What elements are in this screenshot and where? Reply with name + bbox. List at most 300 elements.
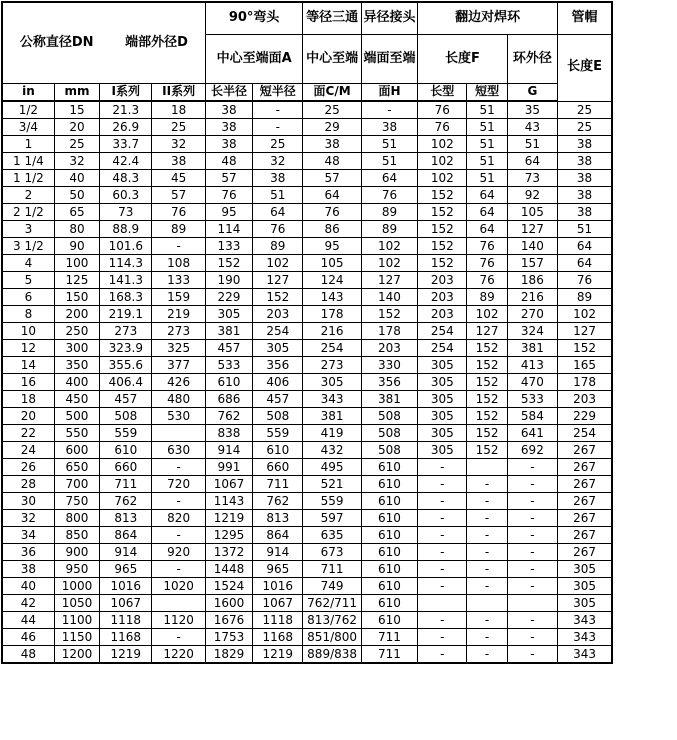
table-cell: 1016 <box>100 578 152 595</box>
table-cell: 641 <box>507 425 557 442</box>
table-cell: 1295 <box>205 527 252 544</box>
table-cell: 26.9 <box>100 119 152 136</box>
table-cell: 1118 <box>100 612 152 629</box>
table-cell: 38 <box>361 119 417 136</box>
table-cell: 102 <box>418 153 467 170</box>
table-cell: 305 <box>418 442 467 459</box>
table-cell: 216 <box>303 323 361 340</box>
table-cell: 419 <box>303 425 361 442</box>
table-cell: 711 <box>361 646 417 664</box>
table-cell: - <box>152 493 205 510</box>
table-cell: 48 <box>205 153 252 170</box>
table-cell: 1448 <box>205 561 252 578</box>
table-cell: 50 <box>54 187 99 204</box>
table-cell: 610 <box>361 527 417 544</box>
table-cell: 267 <box>558 527 612 544</box>
table-cell: 350 <box>54 357 99 374</box>
table-cell: 42.4 <box>100 153 152 170</box>
table-cell: 1143 <box>205 493 252 510</box>
table-cell: 711 <box>303 561 361 578</box>
table-cell: 64 <box>507 153 557 170</box>
header-group-row <box>2 2 612 35</box>
table-cell: 102 <box>558 306 612 323</box>
table-cell: 343 <box>558 612 612 629</box>
table-cell: 1 1/4 <box>2 153 54 170</box>
table-row <box>2 255 612 272</box>
table-cell: 105 <box>507 204 557 221</box>
table-cell <box>152 425 205 442</box>
table-cell: 377 <box>152 357 205 374</box>
table-cell: 1067 <box>100 595 152 612</box>
table-cell: 38 <box>205 136 252 153</box>
table-row <box>2 408 612 425</box>
table-row <box>2 646 612 664</box>
table-cell: 630 <box>152 442 205 459</box>
table-cell: 762 <box>205 408 252 425</box>
table-cell: 1219 <box>100 646 152 664</box>
table-cell: 600 <box>54 442 99 459</box>
table-cell: 152 <box>467 425 507 442</box>
table-cell: 305 <box>558 595 612 612</box>
table-cell: 152 <box>467 374 507 391</box>
table-cell: 3 <box>2 221 54 238</box>
table-cell: 1020 <box>152 578 205 595</box>
table-cell: 46 <box>2 629 54 646</box>
table-cell: 152 <box>418 187 467 204</box>
table-cell: 229 <box>558 408 612 425</box>
table-cell: 1168 <box>253 629 303 646</box>
header-cap: 管帽 <box>558 2 612 35</box>
table-cell: 216 <box>507 289 557 306</box>
table-row <box>2 136 612 153</box>
table-cell: 406 <box>253 374 303 391</box>
table-cell: 711 <box>100 476 152 493</box>
table-cell: 305 <box>253 340 303 357</box>
table-cell: 51 <box>467 101 507 119</box>
table-cell: 65 <box>54 204 99 221</box>
table-cell: - <box>253 101 303 119</box>
table-cell: 1150 <box>54 629 99 646</box>
table-cell: - <box>507 629 557 646</box>
header-long-radius: 长半径 <box>205 84 252 102</box>
table-cell: 1067 <box>205 476 252 493</box>
table-cell: 413 <box>507 357 557 374</box>
table-cell: 4 <box>2 255 54 272</box>
table-cell: - <box>507 476 557 493</box>
header-long-type: 长型 <box>418 84 467 102</box>
table-header <box>2 2 612 101</box>
table-cell: 38 <box>558 170 612 187</box>
table-cell: 533 <box>507 391 557 408</box>
table-cell: 610 <box>361 510 417 527</box>
table-cell: 51 <box>467 170 507 187</box>
table-cell: 76 <box>418 119 467 136</box>
table-cell: 559 <box>100 425 152 442</box>
table-cell: 1050 <box>54 595 99 612</box>
table-cell: 305 <box>418 425 467 442</box>
table-cell: 1753 <box>205 629 252 646</box>
table-cell: 203 <box>558 391 612 408</box>
table-cell: 325 <box>152 340 205 357</box>
header-cap-length-e: 长度E <box>558 35 612 102</box>
table-cell: - <box>152 527 205 544</box>
table-cell: 343 <box>303 391 361 408</box>
table-cell: - <box>507 527 557 544</box>
table-cell: 25 <box>558 119 612 136</box>
table-cell: 38 <box>303 136 361 153</box>
table-cell: 203 <box>418 272 467 289</box>
table-cell: - <box>507 646 557 664</box>
table-cell: 64 <box>361 170 417 187</box>
table-cell: 8 <box>2 306 54 323</box>
table-cell: 127 <box>558 323 612 340</box>
table-cell <box>152 595 205 612</box>
table-cell: 42 <box>2 595 54 612</box>
table-cell: 521 <box>303 476 361 493</box>
table-cell: 305 <box>418 408 467 425</box>
table-cell: 533 <box>205 357 252 374</box>
header-lap-joint-stub-end: 翻边对焊环 <box>418 2 558 35</box>
header-dn-od <box>2 2 205 84</box>
table-row <box>2 221 612 238</box>
table-cell: 1829 <box>205 646 252 664</box>
table-cell: 610 <box>361 595 417 612</box>
table-row <box>2 629 612 646</box>
table-cell: 12 <box>2 340 54 357</box>
table-cell: 102 <box>361 255 417 272</box>
table-cell: 25 <box>152 119 205 136</box>
header-short-radius: 短半径 <box>253 84 303 102</box>
table-row <box>2 272 612 289</box>
header-face-cm: 面C/M <box>303 84 361 102</box>
table-cell: 152 <box>467 442 507 459</box>
table-cell: 141.3 <box>100 272 152 289</box>
table-cell: 711 <box>361 629 417 646</box>
table-cell: 64 <box>558 238 612 255</box>
table-cell: 965 <box>100 561 152 578</box>
table-cell: 355.6 <box>100 357 152 374</box>
table-cell: 381 <box>361 391 417 408</box>
table-cell: 20 <box>2 408 54 425</box>
header-end-outer-diameter: 端部外径D <box>125 34 188 50</box>
header-equal-tee: 等径三通 <box>303 2 361 35</box>
table-cell <box>418 595 467 612</box>
table-cell: 124 <box>303 272 361 289</box>
table-cell: 127 <box>361 272 417 289</box>
table-cell: 38 <box>558 153 612 170</box>
table-cell: 457 <box>205 340 252 357</box>
table-cell: 127 <box>467 323 507 340</box>
table-cell: 76 <box>361 187 417 204</box>
table-cell: 500 <box>54 408 99 425</box>
table-cell: 508 <box>253 408 303 425</box>
table-cell: - <box>152 459 205 476</box>
table-row <box>2 101 612 119</box>
table-cell: 25 <box>253 136 303 153</box>
table-cell: 610 <box>205 374 252 391</box>
table-cell: 76 <box>467 238 507 255</box>
table-cell: 76 <box>205 187 252 204</box>
table-cell: - <box>467 612 507 629</box>
table-cell: 133 <box>152 272 205 289</box>
table-cell: 610 <box>361 561 417 578</box>
table-cell: 102 <box>253 255 303 272</box>
table-cell: 152 <box>418 204 467 221</box>
table-row <box>2 289 612 306</box>
table-cell: 584 <box>507 408 557 425</box>
header-elbow-center-to-end: 中心至端面A <box>205 35 303 84</box>
table-cell: 381 <box>303 408 361 425</box>
table-cell: 660 <box>100 459 152 476</box>
table-cell: 95 <box>205 204 252 221</box>
table-cell: 48 <box>303 153 361 170</box>
table-cell: 254 <box>418 340 467 357</box>
table-cell: 650 <box>54 459 99 476</box>
table-cell: 73 <box>100 204 152 221</box>
table-cell: - <box>467 493 507 510</box>
header-series-2: II系列 <box>152 84 205 102</box>
table-cell: 559 <box>253 425 303 442</box>
table-cell: 168.3 <box>100 289 152 306</box>
table-cell: 86 <box>303 221 361 238</box>
table-cell: 426 <box>152 374 205 391</box>
table-cell: 400 <box>54 374 99 391</box>
table-cell: - <box>418 544 467 561</box>
table-cell: 324 <box>507 323 557 340</box>
table-cell: 30 <box>2 493 54 510</box>
table-cell: 1 1/2 <box>2 170 54 187</box>
table-cell: 1168 <box>100 629 152 646</box>
table-cell: 610 <box>361 493 417 510</box>
table-cell: 480 <box>152 391 205 408</box>
table-row <box>2 578 612 595</box>
table-cell: 152 <box>418 238 467 255</box>
table-cell: 21.3 <box>100 101 152 119</box>
table-cell: 64 <box>467 187 507 204</box>
table-cell: 610 <box>361 578 417 595</box>
table-cell: 2 1/2 <box>2 204 54 221</box>
table-cell: 102 <box>467 306 507 323</box>
table-cell: 16 <box>2 374 54 391</box>
table-cell: - <box>507 493 557 510</box>
table-cell: 356 <box>361 374 417 391</box>
table-row <box>2 425 612 442</box>
header-nominal-diameter: 公称直径DN <box>19 34 94 50</box>
table-cell: - <box>467 510 507 527</box>
table-row <box>2 204 612 221</box>
table-cell: 108 <box>152 255 205 272</box>
table-cell: 813 <box>100 510 152 527</box>
table-cell: 76 <box>467 255 507 272</box>
table-cell: 200 <box>54 306 99 323</box>
table-cell: 76 <box>303 204 361 221</box>
table-cell: 950 <box>54 561 99 578</box>
table-cell: 15 <box>54 101 99 119</box>
table-cell: 152 <box>205 255 252 272</box>
table-cell: 270 <box>507 306 557 323</box>
table-cell: 508 <box>361 425 417 442</box>
table-cell: 660 <box>253 459 303 476</box>
table-cell: 64 <box>253 204 303 221</box>
table-cell: 38 <box>558 136 612 153</box>
table-cell: 38 <box>2 561 54 578</box>
table-cell: - <box>467 527 507 544</box>
table-row <box>2 527 612 544</box>
table-cell: 51 <box>253 187 303 204</box>
header-short-type: 短型 <box>467 84 507 102</box>
table-cell: 6 <box>2 289 54 306</box>
table-cell: - <box>507 578 557 595</box>
table-cell: 305 <box>418 374 467 391</box>
table-cell: - <box>467 629 507 646</box>
table-cell: 305 <box>558 561 612 578</box>
table-cell: 89 <box>361 204 417 221</box>
table-cell: 102 <box>418 170 467 187</box>
table-cell: 381 <box>507 340 557 357</box>
table-cell: 133 <box>205 238 252 255</box>
table-cell: - <box>418 578 467 595</box>
table-cell: 178 <box>303 306 361 323</box>
table-cell: 38 <box>205 119 252 136</box>
table-cell: 18 <box>2 391 54 408</box>
table-cell: 100 <box>54 255 99 272</box>
table-cell: 254 <box>558 425 612 442</box>
table-row <box>2 510 612 527</box>
table-cell: 273 <box>152 323 205 340</box>
table-cell: 57 <box>303 170 361 187</box>
table-cell: 32 <box>2 510 54 527</box>
table-cell: 178 <box>361 323 417 340</box>
table-cell: 22 <box>2 425 54 442</box>
table-cell: - <box>418 459 467 476</box>
table-cell: 673 <box>303 544 361 561</box>
table-cell: 51 <box>467 136 507 153</box>
table-cell: 597 <box>303 510 361 527</box>
table-cell: 273 <box>303 357 361 374</box>
table-cell: 914 <box>253 544 303 561</box>
table-cell: 140 <box>507 238 557 255</box>
table-row <box>2 357 612 374</box>
table-cell: 203 <box>418 289 467 306</box>
table-cell: 343 <box>558 629 612 646</box>
table-cell: 114.3 <box>100 255 152 272</box>
table-cell: 5 <box>2 272 54 289</box>
table-cell: 89 <box>152 221 205 238</box>
table-cell: 508 <box>100 408 152 425</box>
table-cell: 73 <box>507 170 557 187</box>
table-cell: 51 <box>558 221 612 238</box>
table-cell: 965 <box>253 561 303 578</box>
table-cell: 60.3 <box>100 187 152 204</box>
table-cell: 51 <box>467 119 507 136</box>
table-cell: 1100 <box>54 612 99 629</box>
table-cell: 381 <box>205 323 252 340</box>
table-cell: 1676 <box>205 612 252 629</box>
table-cell: 178 <box>558 374 612 391</box>
table-cell: 610 <box>100 442 152 459</box>
table-cell: - <box>418 527 467 544</box>
table-cell: 267 <box>558 442 612 459</box>
table-cell: 152 <box>418 221 467 238</box>
table-cell: 89 <box>467 289 507 306</box>
table-cell: 559 <box>303 493 361 510</box>
table-cell: 152 <box>418 255 467 272</box>
header-reducer-end-to-end: 端面至端 <box>361 35 417 84</box>
table-cell: 273 <box>100 323 152 340</box>
table-cell: 203 <box>253 306 303 323</box>
table-cell: 51 <box>361 153 417 170</box>
table-cell: 914 <box>205 442 252 459</box>
table-cell: 3/4 <box>2 119 54 136</box>
table-cell: 900 <box>54 544 99 561</box>
table-row <box>2 493 612 510</box>
header-elbow-90: 90°弯头 <box>205 2 303 35</box>
table-cell: 34 <box>2 527 54 544</box>
table-row <box>2 374 612 391</box>
table-cell: 457 <box>100 391 152 408</box>
table-cell: 838 <box>205 425 252 442</box>
table-cell: 254 <box>418 323 467 340</box>
table-cell: 762 <box>253 493 303 510</box>
table-cell: 530 <box>152 408 205 425</box>
table-cell: 508 <box>361 442 417 459</box>
table-cell: 152 <box>467 340 507 357</box>
table-cell: 36 <box>2 544 54 561</box>
table-cell: - <box>418 510 467 527</box>
table-cell: 356 <box>253 357 303 374</box>
table-cell: 43 <box>507 119 557 136</box>
table-cell: 150 <box>54 289 99 306</box>
table-cell: - <box>507 612 557 629</box>
table-cell: 101.6 <box>100 238 152 255</box>
table-cell: 2 <box>2 187 54 204</box>
table-cell: 720 <box>152 476 205 493</box>
table-cell: 102 <box>361 238 417 255</box>
header-unit-row <box>2 84 612 102</box>
table-cell: 51 <box>361 136 417 153</box>
table-cell: 76 <box>558 272 612 289</box>
table-cell: 229 <box>205 289 252 306</box>
table-cell: - <box>418 646 467 664</box>
table-row <box>2 323 612 340</box>
table-cell: 64 <box>558 255 612 272</box>
table-row <box>2 476 612 493</box>
table-cell: 114 <box>205 221 252 238</box>
table-cell: 152 <box>467 408 507 425</box>
header-mm: mm <box>54 84 99 102</box>
table-row <box>2 612 612 629</box>
table-cell: 76 <box>467 272 507 289</box>
table-cell: - <box>418 612 467 629</box>
table-cell: 76 <box>253 221 303 238</box>
table-cell: 305 <box>205 306 252 323</box>
table-cell: 25 <box>303 101 361 119</box>
table-cell <box>467 459 507 476</box>
table-cell: 254 <box>253 323 303 340</box>
table-cell: 330 <box>361 357 417 374</box>
table-cell: 495 <box>303 459 361 476</box>
table-cell: 64 <box>303 187 361 204</box>
table-cell: 1/2 <box>2 101 54 119</box>
table-cell: 1000 <box>54 578 99 595</box>
table-cell: 190 <box>205 272 252 289</box>
header-g: G <box>507 84 557 102</box>
table-row <box>2 119 612 136</box>
table-cell: 762/711 <box>303 595 361 612</box>
table-row <box>2 561 612 578</box>
table-cell: - <box>507 459 557 476</box>
table-cell: 40 <box>54 170 99 187</box>
